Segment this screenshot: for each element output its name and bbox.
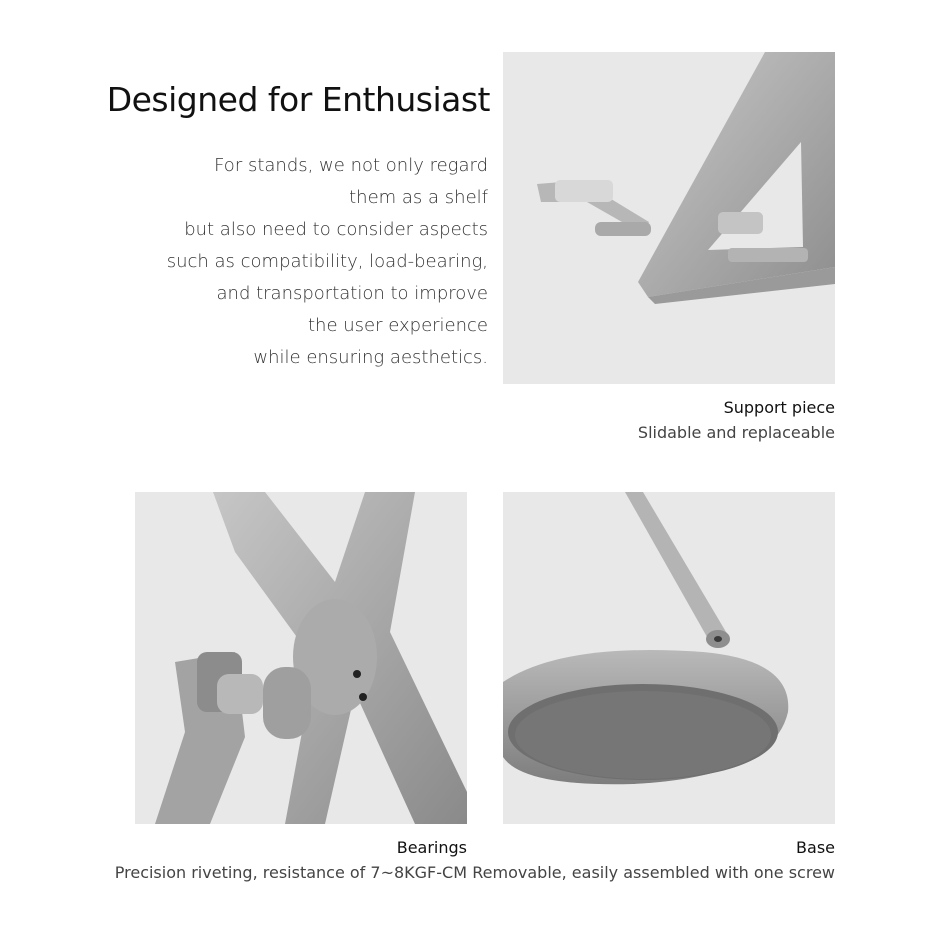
support-piece-photo — [503, 52, 835, 384]
base-caption — [472, 838, 835, 882]
intro-line: such as compatibility, load-bearing, — [166, 251, 488, 272]
intro-line: and transportation to improve — [216, 283, 488, 304]
headline: Designed for Enthusiast — [106, 80, 490, 119]
feature-title: Support piece — [723, 398, 835, 417]
intro-line: but also need to consider aspects — [184, 219, 488, 240]
feature-subtitle: Precision riveting, resistance of 7~8KGF-CM — [114, 863, 467, 882]
bearings-photo — [135, 492, 467, 824]
base-photo — [503, 492, 835, 824]
feature-title: Base — [796, 838, 835, 857]
intro-line: while ensuring aesthetics. — [253, 347, 488, 368]
feature-subtitle: Slidable and replaceable — [637, 423, 835, 442]
feature-title: Bearings — [396, 838, 467, 857]
intro-line: For stands, we not only regard — [214, 155, 488, 176]
bearings-caption — [115, 838, 467, 882]
intro-line: them as a shelf — [349, 187, 488, 208]
intro-paragraph — [120, 150, 488, 374]
feature-subtitle: Removable, easily assembled with one screw — [472, 863, 835, 882]
intro-line: the user experience — [307, 315, 488, 336]
support-piece-caption — [638, 398, 835, 442]
